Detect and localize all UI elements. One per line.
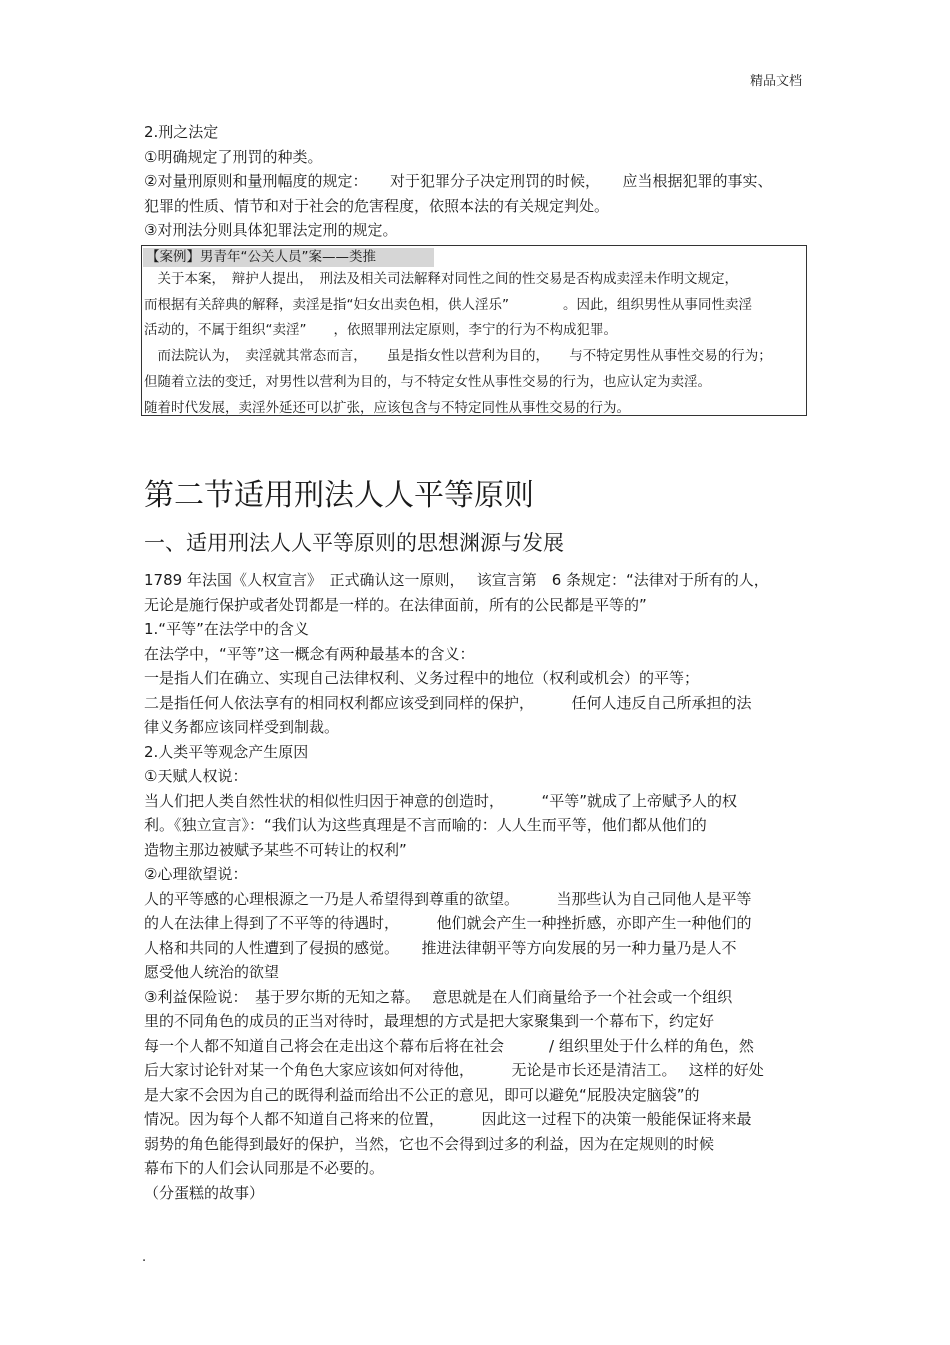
case-title: 【案例】男青年“公关人员”案——类推 xyxy=(143,248,434,267)
footer-dot: . xyxy=(142,1250,147,1265)
case-line: 关于本案， 辩护人提出， 刑法及相关司法解释对同性之间的性交易是否构成卖淫未作明文规定， xyxy=(144,271,738,287)
text-line: ③对刑法分则具体犯罪法定刑的规定。 xyxy=(144,221,398,239)
text-line: ①明确规定了刑罚的种类。 xyxy=(144,147,323,166)
text-line: 1.“平等”在法学中的含义 xyxy=(144,620,309,638)
text-line: 的人在法律上得到了不平等的待遇时， 他们就会产生一种挫折感，亦即产生一种他们的 xyxy=(144,914,752,932)
text-line: 2.人类平等观念产生原因 xyxy=(144,742,309,761)
text-line: 里的不同角色的成员的正当对待时，最理想的方式是把大家聚集到一个幕布下，约定好 xyxy=(144,1012,715,1030)
text-line: 在法学中，“平等”这一概念有两种最基本的含义： xyxy=(144,644,475,663)
text-line: 犯罪的性质、情节和对于社会的危害程度，依照本法的有关规定判处。 xyxy=(144,196,610,215)
statute-section xyxy=(144,120,804,243)
text-line: （分蛋糕的故事） xyxy=(144,1183,265,1202)
text-line: 人的平等感的心理根源之一乃是人希望得到尊重的欲望。 当那些认为自己同他人是平等 xyxy=(144,889,752,908)
case-line: 而根据有关辞典的解释，卖淫是指“妇女出卖色相，供人淫乐” 。因此，组织男性从事同性卖淫 xyxy=(144,296,752,313)
text-line: 律义务都应该同样受到制裁。 xyxy=(144,718,340,736)
text-line: 弱势的角色能得到最好的保护，当然，它也不会得到过多的利益，因为在定规则的时候 xyxy=(144,1134,715,1153)
text-line: 人格和共同的人性遭到了侵损的感觉。 推进法律朝平等方向发展的另一种力量乃是人不 xyxy=(144,938,737,957)
case-line: 但随着立法的变迁，对男性以营利为目的，与不特定女性从事性交易的行为，也应认定为卖淫。 xyxy=(144,373,711,390)
text-line: ③利益保险说： 基于罗尔斯的无知之幕。 意思就是在人们商量给予一个社会或一个组织 xyxy=(144,987,733,1006)
text-line: 后大家讨论针对某一个角色大家应该如何对待他， 无论是市长还是清洁工。 这样的好处 xyxy=(144,1061,764,1079)
text-line: 幕布下的人们会认同那是不必要的。 xyxy=(144,1159,385,1177)
text-line: 情况。因为每个人都不知道自己将来的位置， 因此这一过程下的决策一般能保证将来最 xyxy=(144,1110,752,1128)
section-title: 第二节适用刑法人人平等原则 xyxy=(144,478,534,513)
text-line: ②对量刑原则和量刑幅度的规定： 对于犯罪分子决定刑罚的时候， 应当根据犯罪的事实、 xyxy=(144,172,773,190)
text-line: 每一个人都不知道自己将会在走出这个幕布后将在社会 / 组织里处于什么样的角色，然 xyxy=(144,1036,754,1055)
header-mark: 精品文档 xyxy=(749,74,802,89)
text-line: 当人们把人类自然性状的相似性归因于神意的创造时， “平等”就成了上帝赋予人的权 xyxy=(144,791,738,810)
text-line: 愿受他人统治的欲望 xyxy=(144,963,280,981)
section-subtitle: 一、适用刑法人人平等原则的思想渊源与发展 xyxy=(144,531,564,555)
body-text xyxy=(144,568,804,1205)
case-line: 随着时代发展，卖淫外延还可以扩张，应该包含与不特定同性从事性交易的行为。 xyxy=(144,399,630,416)
text-line: 利。《独立宣言》：“我们认为这些真理是不言而喻的：人人生而平等，他们都从他们的 xyxy=(144,816,707,834)
text-line: 2.刑之法定 xyxy=(144,123,219,141)
text-line: 一是指人们在确立、实现自己法律权利、义务过程中的地位（权利或机会）的平等； xyxy=(144,669,700,687)
text-line: 造物主那边被赋予某些不可转让的权利” xyxy=(144,840,407,859)
text-line: ①天赋人权说： xyxy=(144,767,248,785)
text-line: ②心理欲望说： xyxy=(144,865,248,883)
text-line: 1789 年法国《人权宣言》 正式确认这一原则， 该宣言第 6 条规定：“法律对于所有的人， xyxy=(144,571,769,589)
text-line: 无论是施行保护或者处罚都是一样的。在法律面前，所有的公民都是平等的” xyxy=(144,595,647,614)
case-line: 活动的，不属于组织“卖淫” ，依照罪刑法定原则，李宁的行为不构成犯罪。 xyxy=(144,322,617,339)
text-line: 是大家不会因为自己的既得利益而给出不公正的意见，即可以避免“屁股决定脑袋”的 xyxy=(144,1085,700,1104)
case-line: 而法院认为， 卖淫就其常态而言， 虽是指女性以营利为目的， 与不特定男性从事性交易的行为； xyxy=(144,348,772,365)
case-box xyxy=(141,245,807,416)
text-line: 二是指任何人依法享有的相同权利都应该受到同样的保护， 任何人违反自己所承担的法 xyxy=(144,693,752,712)
